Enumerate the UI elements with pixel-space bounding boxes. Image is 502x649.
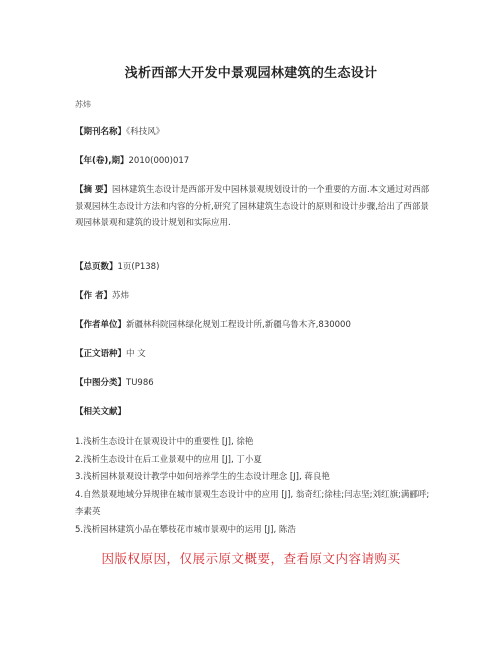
reference-item[interactable]: 1.浅析生态设计在景观设计中的重要性 [J], 徐艳 — [75, 437, 254, 447]
author-value: 苏炜 — [111, 291, 129, 301]
year-issue-value: 2010(000)017 — [128, 156, 190, 166]
language-field — [75, 346, 435, 362]
affiliation-value: 新疆林科院园林绿化规划工程设计所,新疆乌鲁木齐,830000 — [126, 320, 351, 330]
reference-item[interactable]: 5.浅析园林建筑小品在攀枝花市城市景观中的运用 [J], 陈浩 — [75, 524, 296, 535]
affiliation-field — [75, 317, 435, 333]
pages-field — [75, 259, 435, 275]
document-title: 浅析西部大开发中景观园林建筑的生态设计 — [124, 66, 378, 81]
journal-value: 《科技风》 — [126, 127, 165, 137]
reference-item[interactable]: 4.自然景观地域分异规律在城市景观生态设计中的应用 [J], 翁奇红;徐桂;闫志坚;刘红旗;满郦呼;李素英 — [75, 489, 430, 517]
reference-item[interactable]: 3.浅析园林景观设计教学中如何培养学生的生态设计理念 [J], 蒋良艳 — [75, 472, 330, 482]
references-heading: 【相关文献】 — [75, 407, 127, 417]
author-byline: 苏炜 — [75, 100, 91, 109]
reference-item[interactable]: 2.浅析生态设计在后工业景观中的应用 [J], 丁小夏 — [75, 454, 262, 465]
author-label: 【作 者】 — [75, 291, 112, 301]
classification-label: 【中图分类】 — [75, 378, 127, 388]
author-field — [75, 288, 435, 304]
abstract-field — [75, 182, 435, 232]
year-issue-label: 【年(卷),期】 — [75, 156, 129, 166]
pages-value: 1页(P138) — [117, 262, 160, 272]
language-value: 中 文 — [126, 349, 146, 359]
journal-label: 【期刊名称】 — [75, 127, 127, 137]
year-issue-field — [75, 153, 435, 169]
journal-field — [75, 124, 435, 140]
references-list — [75, 434, 435, 539]
abstract-text: 园林建筑生态设计是西部开发中园林景观规划设计的一个重要的方面.本文通过对西部景观园林生态设计方法和内容的分析,研究了园林建筑生态设计的原则和设计步骤,给出了西部景观园林景观和建筑的设计规划和实际应用. — [75, 185, 430, 228]
pages-label: 【总页数】 — [75, 262, 118, 272]
copyright-notice: 因版权原因，仅展示原文概要，查看原文内容请购买 — [101, 551, 401, 566]
classification-field — [75, 375, 435, 391]
affiliation-label: 【作者单位】 — [75, 320, 127, 330]
abstract-label: 【摘 要】 — [75, 185, 112, 195]
classification-value: TU986 — [126, 378, 154, 388]
language-label: 【正文语种】 — [75, 349, 127, 359]
